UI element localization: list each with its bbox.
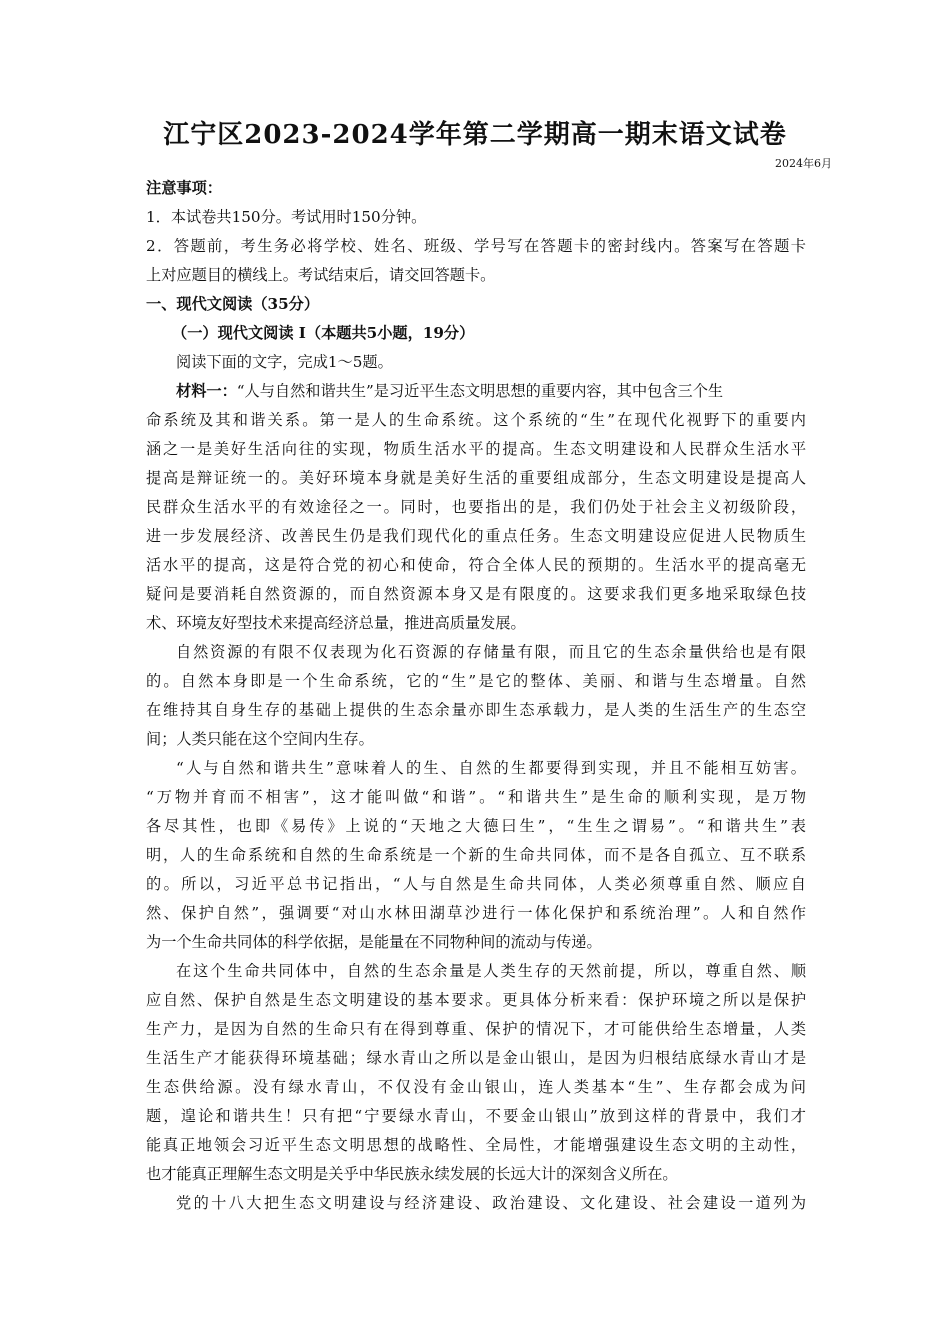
- passage-line: 民群众生活水平的有效途径之一。同时，也要指出的是，我们仍处于社会主义初级阶段，: [146, 498, 806, 516]
- passage-line: 疑问是要消耗自然资源的，而自然资源本身又是有限度的。这要求我们更多地采取绿色技: [146, 585, 806, 603]
- passage-line: 进一步发展经济、改善民生仍是我们现代化的重点任务。生态文明建设应促进人民物质生: [146, 527, 806, 545]
- passage-line: 生态供给源。没有绿水青山，不仅没有金山银山，连人类基本“生”、生存都会成为问: [146, 1078, 806, 1096]
- passage-line: 在维持其自身生存的基础上提供的生态余量亦即生态承载力，是人类的生活生产的生态空: [146, 701, 806, 719]
- passage-line: 活水平的提高，这是符合党的初心和使命，符合全体人民的预期的。生活水平的提高毫无: [146, 556, 806, 574]
- passage-line: “人与自然和谐共生”意味着人的生、自然的生都要得到实现，并且不能相互妨害。: [176, 759, 806, 777]
- passage-line: 生活生产才能获得环境基础；绿水青山之所以是金山银山，是因为归根结底绿水青山才是: [146, 1049, 806, 1067]
- passage-line: 间；人类只能在这个空间内生存。: [146, 730, 374, 748]
- notice-heading: 注意事项：: [146, 179, 222, 197]
- passage-line: 生产力，是因为自然的生命只有在得到尊重、保护的情况下，才可能供给生态增量，人类: [146, 1020, 806, 1038]
- reading-instruction: 阅读下面的文字，完成1～5题。: [176, 353, 393, 371]
- passage-line: “万物并育而不相害”，这才能叫做“和谐”。“和谐共生”是生命的顺利实现，是万物: [146, 788, 806, 806]
- passage-line: 能真正地领会习近平生态文明思想的战略性、全局性，才能增强建设生态文明的主动性，: [146, 1136, 806, 1154]
- page-title: 江宁区2023-2024学年第二学期高一期末语文试卷: [163, 120, 787, 150]
- material-label: 材料一：: [176, 382, 237, 400]
- passage-line: 为一个生命共同体的科学依据，是能量在不同物种间的流动与传递。: [146, 933, 602, 951]
- section-heading: 一、现代文阅读（35分）: [146, 295, 320, 313]
- exam-date: 2024年6月: [775, 157, 832, 170]
- passage-line: 应自然、保护自然是生态文明建设的基本要求。更具体分析来看：保护环境之所以是保护: [146, 991, 806, 1009]
- passage-line: 明，人的生命系统和自然的生命系统是一个新的生命共同体，而不是各自孤立、互不联系: [146, 846, 806, 864]
- passage-line: 涵之一是美好生活向往的实现，物质生活水平的提高。生态文明建设和人民群众生活水平: [146, 440, 806, 458]
- passage-line: 在这个生命共同体中，自然的生态余量是人类生存的天然前提，所以，尊重自然、顺: [176, 962, 806, 980]
- passage-line: 材料一：“人与自然和谐共生”是习近平生态文明思想的重要内容，其中包含三个生: [176, 382, 724, 400]
- passage-line: 提高是辩证统一的。美好环境本身就是美好生活的重要组成部分，生态文明建设是提高人: [146, 469, 806, 487]
- passage-line: 也才能真正理解生态文明是关乎中华民族永续发展的长远大计的深刻含义所在。: [146, 1165, 678, 1183]
- passage-line: 的。自然本身即是一个生命系统，它的“生”是它的整体、美丽、和谐与生态增量。自然: [146, 672, 806, 690]
- passage-line: 然、保护自然”，强调要“对山水林田湖草沙进行一体化保护和系统治理”。人和自然作: [146, 904, 806, 922]
- sub-section-heading: （一）现代文阅读 I（本题共5小题，19分）: [172, 324, 475, 342]
- passage-line: 各尽其性，也即《易传》上说的“天地之大德曰生”，“生生之谓易”。“和谐共生”表: [146, 817, 806, 835]
- passage-line: 的。所以，习近平总书记指出，“人与自然是生命共同体，人类必须尊重自然、顺应自: [146, 875, 806, 893]
- passage-line: 术、环境友好型技术来提高经济总量，推进高质量发展。: [146, 614, 526, 632]
- notice-item: 上对应题目的横线上。考试结束后，请交回答题卡。: [146, 266, 496, 284]
- passage-line: 命系统及其和谐关系。第一是人的生命系统。这个系统的“生”在现代化视野下的重要内: [146, 411, 806, 429]
- notice-item: 2．答题前，考生务必将学校、姓名、班级、学号写在答题卡的密封线内。答案写在答题卡: [146, 237, 806, 255]
- passage-line: 党的十八大把生态文明建设与经济建设、政治建设、文化建设、社会建设一道列为: [176, 1194, 806, 1212]
- passage-line: 题，遑论和谐共生！只有把“宁要绿水青山，不要金山银山”放到这样的背景中，我们才: [146, 1107, 806, 1125]
- passage-line: 自然资源的有限不仅表现为化石资源的存储量有限，而且它的生态余量供给也是有限: [176, 643, 806, 661]
- notice-item: 1．本试卷共150分。考试用时150分钟。: [146, 208, 427, 226]
